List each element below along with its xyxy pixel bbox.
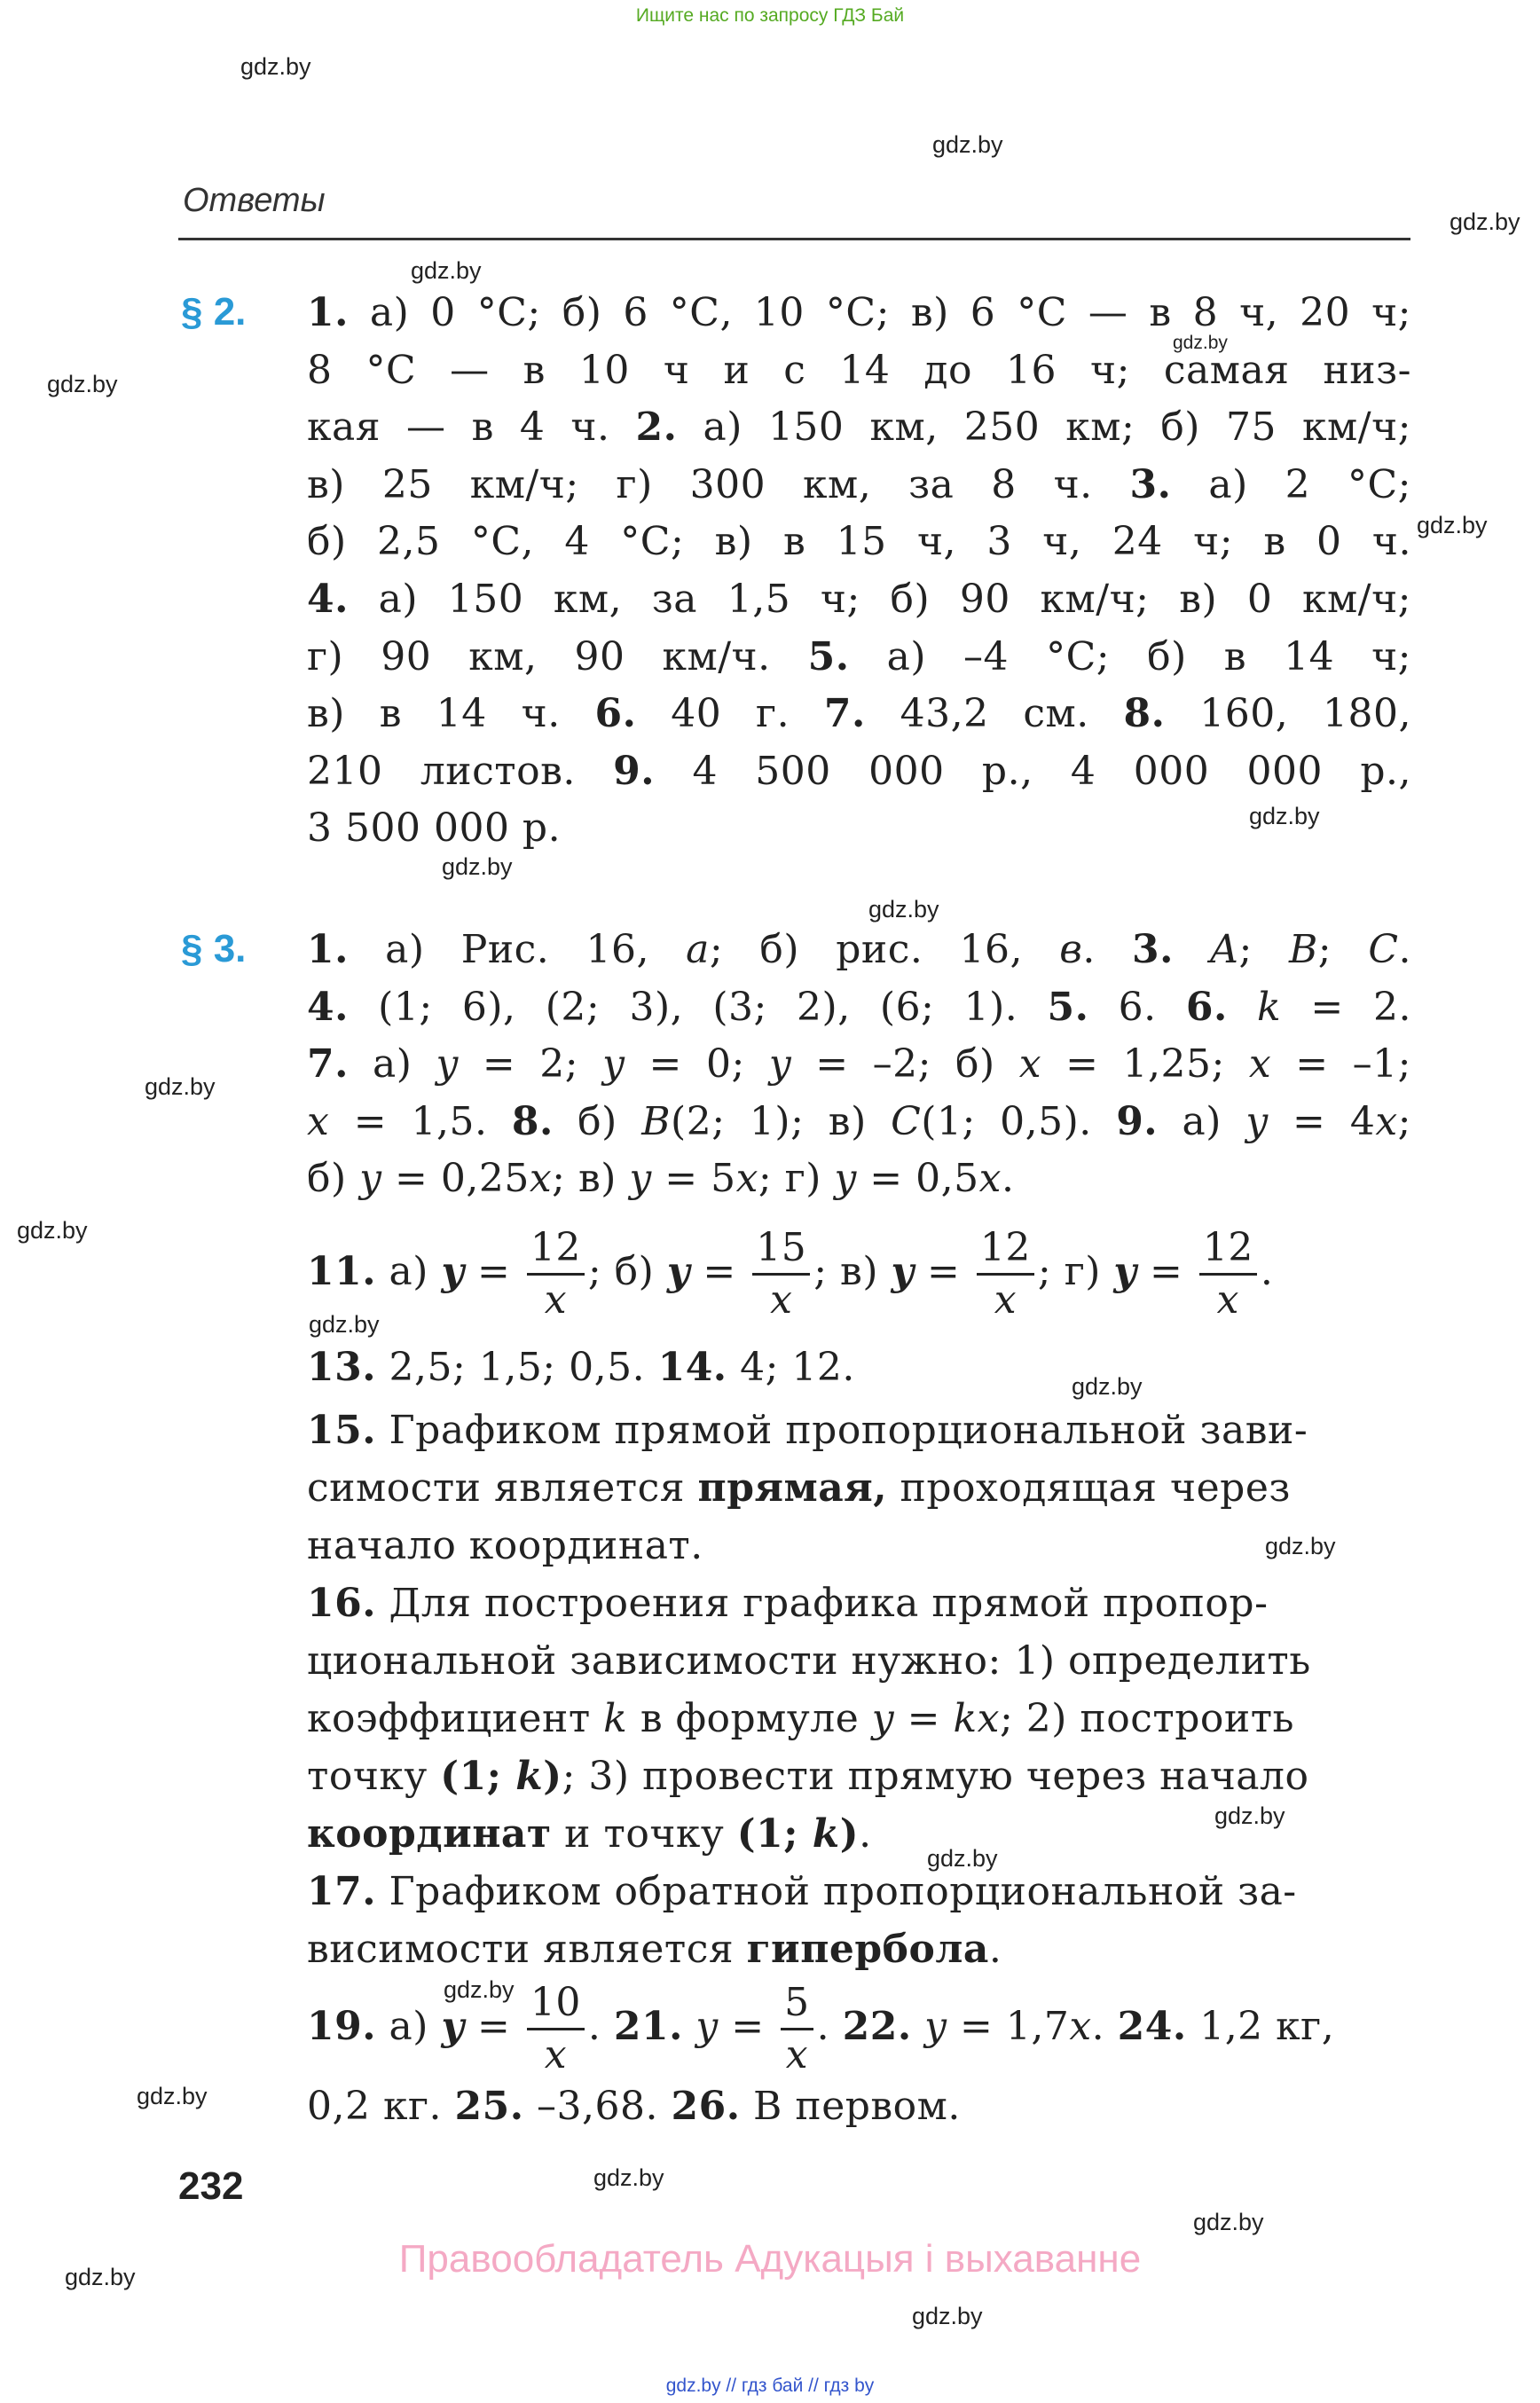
page-header-title: Ответы xyxy=(183,182,326,219)
watermark: gdz.by xyxy=(1417,512,1488,538)
watermark: gdz.by xyxy=(1072,1373,1143,1400)
text-line: 7. а) y = 2; y = 0; y = –2; б) x = 1,25; x = –1; xyxy=(307,1041,1412,1088)
text-line: начало координат. xyxy=(307,1523,703,1568)
top-banner[interactable]: Ищите нас по запросу ГДЗ Бай xyxy=(635,5,905,26)
text-line: б) y = 0,25x; в) y = 5x; г) y = 0,5x. xyxy=(307,1156,1015,1202)
text-line: симости является прямая, проходящая через xyxy=(307,1465,1291,1511)
watermark: gdz.by xyxy=(442,853,513,880)
text-line: б) 2,5 °С, 4 °С; в) в 15 ч, 3 ч, 24 ч; в 0 ч. xyxy=(307,519,1411,565)
footer-links[interactable]: gdz.by // гдз бай // гдз by xyxy=(665,2376,875,2396)
text-line: 16. Для построения графика прямой пропор- xyxy=(307,1581,1269,1626)
section-2-text xyxy=(307,285,1411,858)
watermark: gdz.by xyxy=(593,2164,664,2191)
copyright-owner: Правообладатель Адукацыя і выхаванне xyxy=(398,2237,1142,2281)
answer-19: 19. а) y = $\frac{10}{x}$ . 21. y = $\frac{5}{x}$ . 22. y = 1,7x. 24. 1,2 кг, xyxy=(307,1980,1335,2077)
section-label: § 2. xyxy=(181,290,247,334)
watermark: gdz.by xyxy=(1249,803,1320,829)
watermark: gdz.by xyxy=(932,131,1003,158)
answer-16 xyxy=(307,1575,1311,1863)
answer-17 xyxy=(307,1863,1297,1978)
watermark: gdz.by xyxy=(1214,1802,1285,1829)
watermark: gdz.by xyxy=(17,1217,88,1244)
watermark: gdz.by xyxy=(1193,2209,1264,2235)
watermark: gdz.by xyxy=(47,371,118,397)
text-line: x = 1,5. 8. б) B(2; 1); в) C(1; 0,5). 9. а) y = 4x; xyxy=(307,1098,1411,1144)
watermark: gdz.by xyxy=(137,2083,208,2109)
watermark: gdz.by xyxy=(1450,208,1520,235)
text-line: координат и точку (1; k). xyxy=(307,1811,872,1857)
text-line: 8 °С — в 10 ч и с 14 до 16 ч; самая низ- xyxy=(307,347,1411,393)
watermark: gdz.by xyxy=(912,2303,983,2329)
text-line: 3 500 000 р. xyxy=(307,805,562,852)
text-line: точку (1; k); 3) провести прямую через начало xyxy=(307,1754,1309,1799)
text-line: г) 90 км, 90 км/ч. 5. а) –4 °С; б) в 14 ч; xyxy=(307,633,1411,679)
watermark: gdz.by xyxy=(444,1976,515,2003)
section-3-text xyxy=(307,922,1411,1208)
text-line: 1. а) 0 °С; б) 6 °С, 10 °С; в) 6 °С — в 8 ч, 20 ч; xyxy=(307,290,1411,335)
text-line: в) 25 км/ч; г) 300 км, за 8 ч. 3. а) 2 °С; xyxy=(307,461,1411,507)
watermark: gdz.by xyxy=(927,1845,998,1872)
text-line: 17. Графиком обратной пропорциональной за- xyxy=(307,1869,1297,1914)
answer-13: 13. 2,5; 1,5; 0,5. 14. 4; 12. xyxy=(307,1345,855,1390)
watermark: gdz.by xyxy=(309,1311,380,1338)
answer-25-26: 0,2 кг. 25. –3,68. 26. В первом. xyxy=(307,2084,961,2129)
watermark: gdz.by xyxy=(1173,333,1228,353)
text-line: коэффициент k в формуле y = kx; 2) построить xyxy=(307,1696,1294,1741)
text-line: кая — в 4 ч. 2. а) 150 км, 250 км; б) 75 км/ч; xyxy=(307,404,1412,451)
watermark: gdz.by xyxy=(240,53,311,80)
text-line: 210 листов. 9. 4 500 000 р., 4 000 000 р., xyxy=(307,748,1411,794)
text-line: 15. Графиком прямой пропорциональной зави- xyxy=(307,1408,1308,1453)
watermark: gdz.by xyxy=(411,257,482,284)
text-line: висимости является гипербола. xyxy=(307,1927,1002,1972)
page-number: 232 xyxy=(178,2164,244,2208)
watermark: gdz.by xyxy=(145,1073,216,1100)
header-rule xyxy=(178,238,1410,240)
section-label: § 3. xyxy=(181,927,247,970)
watermark: gdz.by xyxy=(65,2264,136,2290)
watermark: gdz.by xyxy=(868,896,939,923)
watermark: gdz.by xyxy=(1265,1533,1336,1559)
text-line: 4. а) 150 км, за 1,5 ч; б) 90 км/ч; в) 0 км/ч; xyxy=(307,576,1411,622)
answer-11: 11. а) y = $\frac{12}{x}$ ; б) y = $\frac{15}{x}$ ; в) y = $\frac{12}{x}$ ; г) y = $\frac{12}{x}$ . xyxy=(307,1225,1274,1323)
text-line: 1. а) Рис. 16, а; б) рис. 16, в. 3. A; B; C. xyxy=(307,927,1411,972)
text-line: 4. (1; 6), (2; 3), (3; 2), (6; 1). 5. 6. 6. k = 2. xyxy=(307,984,1411,1030)
text-line: в) в 14 ч. 6. 40 г. 7. 43,2 см. 8. 160, 180, xyxy=(307,691,1412,737)
answer-15 xyxy=(307,1402,1308,1575)
text-line: циональной зависимости нужно: 1) определить xyxy=(307,1638,1311,1684)
